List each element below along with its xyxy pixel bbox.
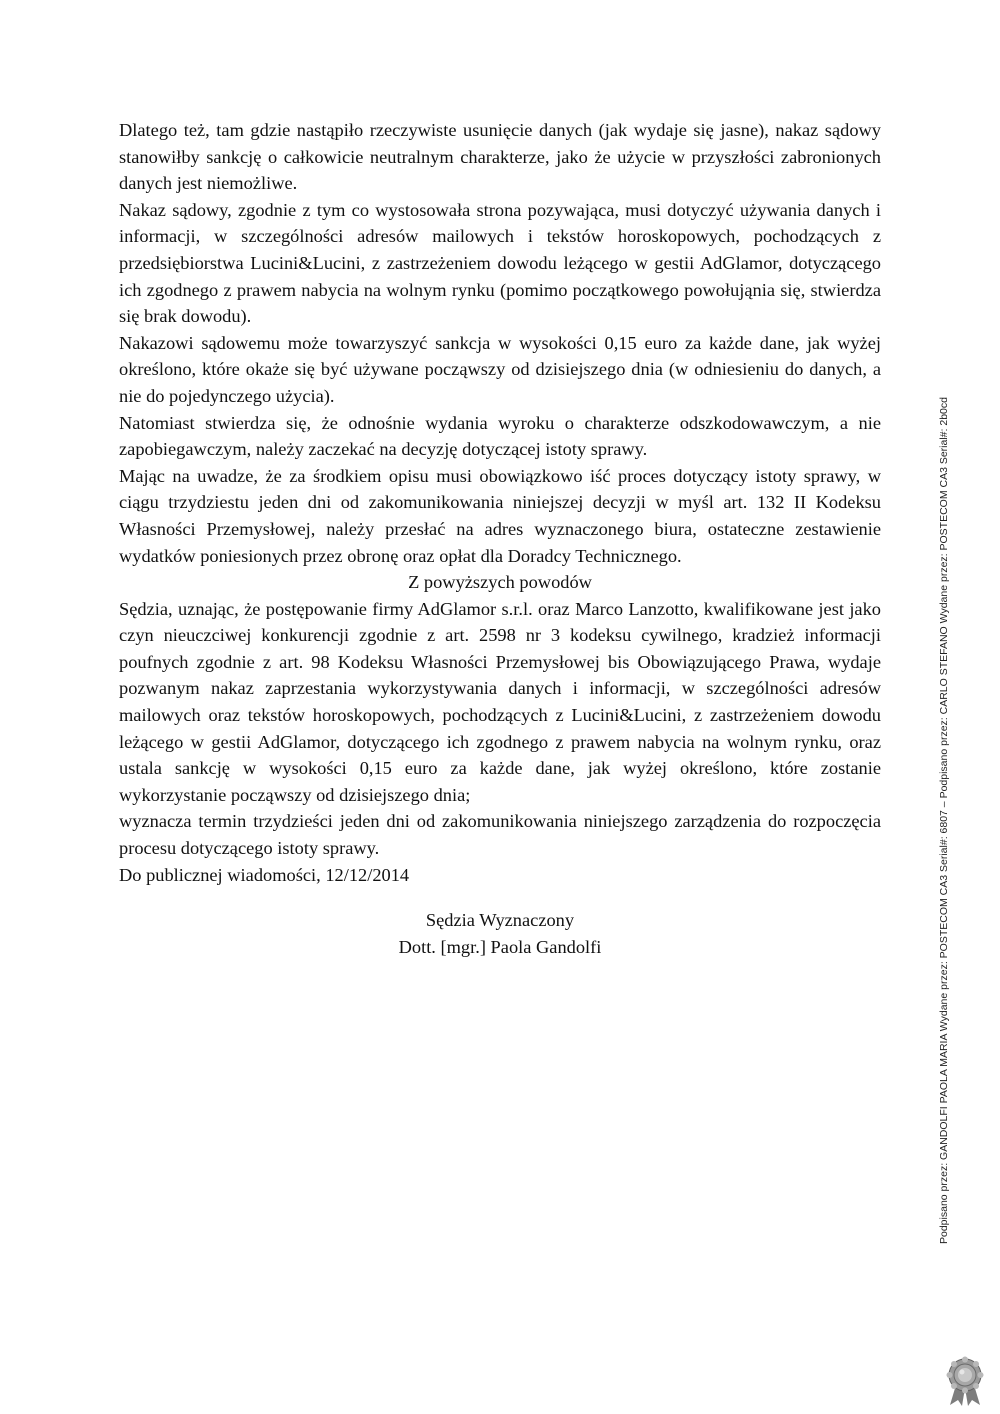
section-heading: Z powyższych powodów xyxy=(408,572,592,593)
paragraph-1: Dlatego też, tam gdzie nastąpiło rzeczywiste usunięcie danych (jak wydaje się jasne), nakaz sądowy stanowiłby sankcję o całkowicie neutralnym charakterze, jako że użycie w przyszłości zabronionych danych jest niemożliwe. xyxy=(119,120,881,194)
document-body xyxy=(119,117,881,960)
signature-name: Dott. [mgr.] Paola Gandolfi xyxy=(398,936,602,957)
paragraph-4: Natomiast stwierdza się, że odnośnie wydania wyroku o charakterze odszkodowawczym, a nie zapobiegawczym, należy zaczekać na decyzję dotyczącej istoty sprawy. xyxy=(119,412,881,460)
signature-role: Sędzia Wyznaczony xyxy=(425,910,575,931)
publication-date-line: Do publicznej wiadomości, 12/12/2014 xyxy=(119,864,410,885)
signature-block xyxy=(119,907,881,960)
paragraph-5: Mając na uwadze, że za środkiem opisu musi obowiązkowo iść proces dotyczący istoty sprawy, w ciągu trzydziestu jeden dni od zakomunikowania niniejszej decyzji w myśl art. 132 II Kodeksu Własności Przemysłowej, należy przesłać na adres wyznaczonego biura, ostateczne zestawienie wydatków poniesionych przez obronę oraz opłat dla Doradcy Technicznego. xyxy=(119,465,881,566)
ruling-paragraph-1: Sędzia, uznając, że postępowanie firmy AdGlamor s.r.l. oraz Marco Lanzotto, kwalifikowane jest jako czyn nieuczciwej konkurencji zgodnie z art. 2598 nr 3 kodeksu cywilnego, kradzież informacji poufnych zgodnie z art. 98 Kodeksu Własności Przemysłowej bis Obowiązującego Prawa, wydaje pozwanym nakaz zaprzestania wykorzystywania danych i informacji, w szczególności adresów mailowych oraz tekstów horoskopowych, pochodzących z Lucini&Lucini, z zastrzeżeniem dowodu leżącego w gestii AdGlamor, dotyczącego ich zgodnego z prawem nabycia na wolnym rynku, oraz ustala sankcję w wysokości 0,15 euro za każde dane, jak wyżej określono, które zostanie wykorzystanie począwszy od dzisiejszego dnia; xyxy=(119,598,881,805)
ruling-paragraph-2: wyznacza termin trzydzieści jeden dni od zakomunikowania niniejszego zarządzenia do rozpoczęcia procesu dotyczącego istoty sprawy. xyxy=(119,811,881,859)
rosette-seal-icon xyxy=(942,1355,988,1407)
paragraph-3: Nakazowi sądowemu może towarzyszyć sankcja w wysokości 0,15 euro za każde dane, jak wyżej określono, które okaże się być używane począwszy od dzisiejszego dnia (w odniesieniu do danych, a nie do pojedynczego użycia). xyxy=(119,332,881,406)
paragraph-2: Nakaz sądowy, zgodnie z tym co wystosowała strona pozywająca, musi dotyczyć używania danych i informacji, w szczególności adresów mailowych i tekstów horoskopowych, pochodzących z przedsiębiorstwa Lucini&Lucini, z zastrzeżeniem dowodu leżącego w gestii AdGlamor, dotyczącego ich zgodnego z prawem nabycia na wolnym rynku (pomimo początkowego powołująnia się, stwierdza się brak dowodu). xyxy=(119,199,881,327)
digital-signature-margin-note: Podpisano przez: GANDOLFI PAOLA MARIA Wydane przez: POSTECOM CA3 Serial#: 6807 – Podpisano przez: CARLO STEFANO Wydane przez: POSTECOM CA3 Serial#: 2b0cd xyxy=(938,397,950,1244)
